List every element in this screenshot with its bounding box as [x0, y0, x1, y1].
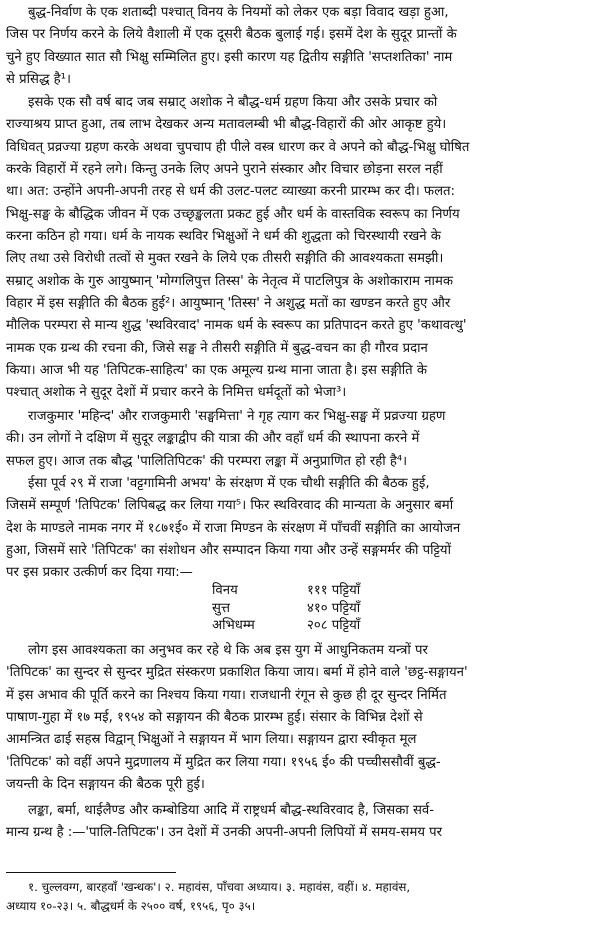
text-line: विधिवत् प्रव्रज्या ग्रहण करके अथवा चुपचाप ही पीले वस्त्र धारण कर वे अपने को बौद्ध-भिक्षु घोषित	[6, 139, 470, 155]
text-line: सम्राट् अशोक के गुरु आयुष्मान् 'मोग्गलिपुत्त तिस्स' के नेतृत्व में पाटलिपुत्र के अशोकाराम नामक	[6, 273, 453, 289]
paragraph-5	[6, 640, 594, 796]
text-line: राजकुमार 'महिन्द' और राजकुमारी 'सङ्घमित्ता' ने गृह त्याग कर भिक्षु-सङ्घ में प्रव्रज्या ग्रहण	[28, 409, 446, 424]
footnote-line: अध्याय १०-२३। ५. बौद्धधर्म के २५०० वर्ष, १९५६, पृ० ३५।	[6, 899, 256, 913]
text-line: राज्याश्रय प्राप्त हुआ, तब लाभ देखकर अन्य मतावलम्बी भी बौद्ध-विहारों की ओर आकृष्ट हुये।	[6, 117, 447, 133]
text-line: जिसमें सम्पूर्ण 'तिपिटक' लिपिबद्ध कर लिया गया⁵। फिर स्थविरवाद की मान्यता के अनुसार बर्मा	[6, 498, 454, 514]
text-line: ईसा पूर्व २९ में राजा 'वट्टगामिनी अभय' के संरक्षण में एक चौथी सङ्गीति की बैठक हुई,	[28, 476, 430, 491]
text-line: चुने हुए विख्यात सात सौ भिक्षु सम्मिलित हुए। इसी कारण यह द्वितीय सङ्गीति 'सप्तशतिका' नाम	[6, 49, 453, 65]
text-line: नामक एक ग्रन्थ की रचना की, जिसे सङ्घ ने तीसरी सङ्गीति में बुद्ध-वचन का ही गौरव प्रदान	[6, 340, 428, 356]
text-line: विहार में इस सङ्गीति की बैठक हुई²। आयुष्मान् 'तिस्स' ने अशुद्ध मतों का खण्डन करते हुए और	[6, 296, 451, 312]
slab-count: ४१० पट्टियाँ	[307, 600, 361, 616]
text-line: था। अत: उन्होंने अपनी-अपनी तरह से धर्म की उलट-पलट व्याख्या करनी प्रारम्भ कर दी। फलत:	[6, 184, 455, 200]
text-line: लिए तथा उसे विरोधी तत्वों से मुक्त रखने के लिये एक तीसरी सङ्गीति की आवश्यकता समझी।	[6, 251, 444, 267]
pitaka-name: विनय	[212, 583, 238, 598]
slab-count: २०८ पट्टियाँ	[307, 618, 361, 633]
text-line: पाषाण-गुहा में १७ मई, १९५४ को सङ्गायन की बैठक प्रारम्भ हुई। संसार के विभिन्न देशों से	[6, 710, 423, 726]
text-line: किया। आज भी यह 'तिपिटक-साहित्य' का एक अमूल्य ग्रन्थ माना जाता है। इस सङ्गीति के	[6, 363, 428, 379]
pitaka-name: अभिधम्म	[212, 618, 255, 633]
footnotes	[6, 878, 594, 916]
text-line: की। उन लोगों ने दक्षिण में सुदूर लङ्काद्वीप की यात्रा की और वहाँ धर्म की स्थापना करने में	[6, 431, 420, 447]
text-line: आमन्त्रित ढाई सहस्र विद्वान् भिक्षुओं ने सङ्गायन में भाग लिया। सङ्गायन द्वारा स्वीकृत मूल	[6, 732, 417, 748]
slab-count: १११ पट्टियाँ	[307, 583, 361, 598]
pitaka-name: सुत्त	[212, 600, 231, 616]
text-line: भिक्षु-सङ्घ के बौद्धिक जीवन में एक उच्छृङ्खलता प्रकट हुई और धर्म के वास्तविक स्वरूप का निर्णय	[6, 206, 460, 222]
text-line: से प्रसिद्ध है¹।	[6, 72, 71, 88]
paragraph-2	[6, 92, 594, 405]
text-line: इसके एक सौ वर्ष बाद जब सम्राट् अशोक ने बौद्ध-धर्म ग्रहण किया और उसके प्रचार को	[28, 95, 438, 110]
footnote-divider	[6, 872, 176, 873]
paragraph-3	[6, 406, 594, 473]
text-line: में इस अभाव की पूर्ति करने का निश्चय किया गया। राजधानी रंगून से कुछ ही दूर सुन्दर निर्मित	[6, 687, 447, 703]
paragraph-4	[6, 473, 594, 585]
footnote-line: १. चुल्लवग्ग, बारहवाँ 'खन्धक'। २. महावंस, पाँचवा अध्याय। ३. महावंस, वहीं। ४. महावंस,	[28, 880, 411, 894]
text-line: सफल हुए। आज तक बौद्ध 'पालितिपिटक' की परम्परा लङ्का में अनुप्राणित हो रही है⁴।	[6, 453, 408, 469]
text-line: मौलिक परम्परा से मान्य शुद्ध 'स्थविरवाद' नामक धर्म के स्वरूप का प्रतिपादन करते हुए 'कथावत्थु'	[6, 318, 467, 334]
text-line: पर इस प्रकार उत्कीर्ण कर दिया गया:—	[6, 565, 193, 581]
table-row	[212, 582, 462, 600]
table-row	[212, 617, 462, 635]
text-line: बुद्ध-निर्वाण के एक शताब्दी पश्चात् विनय के नियमों को लेकर एक बड़ा विवाद खड़ा हुआ,	[28, 5, 449, 20]
text-line: जयन्ती के दिन सङ्गायन की बैठक पूरी हुई।	[6, 777, 205, 793]
text-line: 'तिपिटक' का सुन्दर से सुन्दर मुद्रित संस्करण प्रकाशित किया जाय। बर्मा में होने वाले 'छट्ठ-सङ्गायन'	[6, 665, 468, 681]
text-line: देश के माण्डले नामक नगर में १८७१ई० में राजा मिण्डन के संरक्षण में पाँचवीं सङ्गीति का आयोजन	[6, 520, 461, 536]
paragraph-1	[6, 2, 594, 91]
paragraph-6	[6, 800, 594, 845]
text-line: मान्य ग्रन्थ है :—'पालि-तिपिटक'। उन देशों में उनकी अपनी-अपनी लिपियों में समय-समय पर	[6, 825, 443, 841]
text-line: करके विहारों में रहने लगे। किन्तु उनके लिए अपने पुराने संस्कार और विचार छोड़ना सरल नहीं	[6, 162, 443, 178]
table-row	[212, 600, 462, 618]
text-line: जिस पर निर्णय करने के लिये वैशाली में एक दूसरी बैठक बुलाई गई। इसमें देश के सुदूर प्रान्तों के	[6, 27, 457, 43]
inscription-table	[212, 582, 462, 635]
text-line: 'तिपिटक' को वहीं अपने मुद्रणालय में मुद्रित कर लिया गया। १९५६ ई० की पच्चीससौवीं बुद्ध-	[6, 754, 441, 770]
text-line: करना कठिन हो गया। धर्म के नायक स्थविर भिक्षुओं ने धर्म की शुद्धता को चिरस्थायी रखने के	[6, 229, 441, 245]
text-line: हुआ, जिसमें सारे 'तिपिटक' का संशोधन और सम्पादन किया गया और उन्हें सङ्गमर्मर की पट्टियों	[6, 543, 451, 559]
text-line: लोग इस आवश्यकता का अनुभव कर रहे थे कि अब इस युग में आधुनिकतम यन्त्रों पर	[28, 643, 428, 658]
text-line: पश्चात् अशोक ने सुदूर देशों में प्रचार करने के निमित्त धर्मदूतों को भेजा³।	[6, 385, 347, 401]
text-line: लङ्का, बर्मा, थाईलैण्ड और कम्बोडिया आदि में राष्ट्रधर्म बौद्ध-स्थविरवाद है, जिसका सर्व-	[28, 803, 434, 818]
